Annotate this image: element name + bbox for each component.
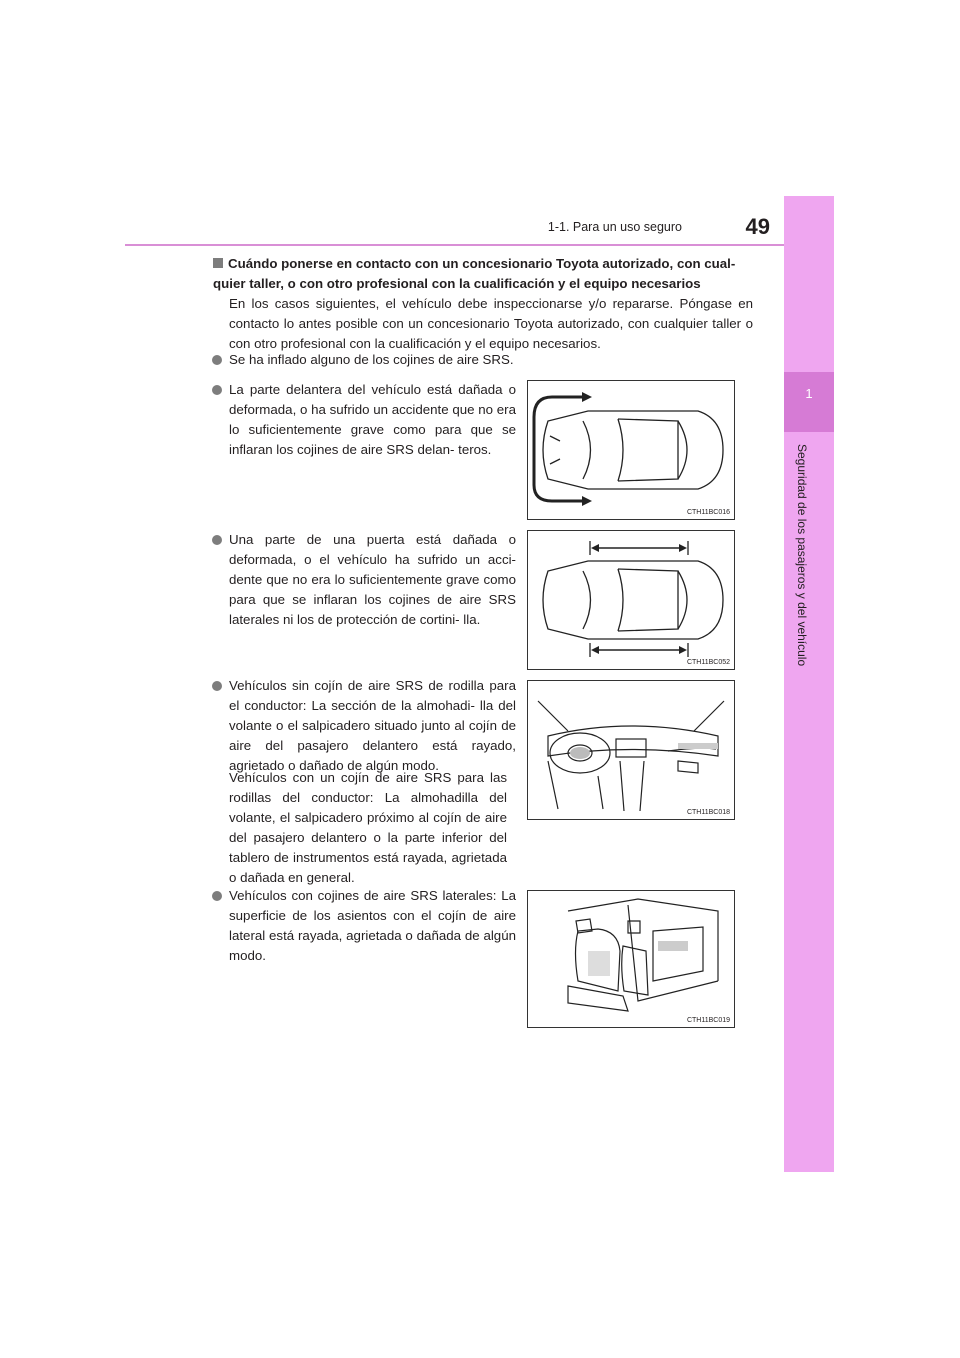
page-number: 49	[745, 214, 770, 239]
section-heading	[213, 254, 753, 294]
list-item	[229, 350, 753, 370]
list-item-continuation: Vehículos con un cojín de aire SRS para las rodillas del conductor: La almohadilla del volante, el salpicadero próximo al cojín de aire del pasajero delantero o la parte inferior del tablero de instrumentos está rayada, agrietada o dañada en general.	[229, 770, 507, 885]
list-item	[229, 380, 516, 460]
list-item-text: Vehículos con cojines de aire SRS laterales: La superficie de los asientos con el cojín de aire lateral está rayada, agrietada o dañada de algún modo.	[229, 888, 516, 963]
seat-illustration	[528, 891, 734, 1027]
list-item	[229, 676, 516, 776]
list-item-text: La parte delantera del vehículo está dañada o deformada, o ha sufrido un accidente que no era lo suficientemente grave como para que se inflaran los cojines de aire SRS delan- teros.	[229, 382, 516, 457]
chapter-number: 1	[805, 386, 813, 401]
bullet-icon	[212, 681, 222, 691]
dashboard-illustration	[528, 681, 734, 819]
car-top-view-illustration	[528, 381, 734, 519]
figure-seats	[527, 890, 735, 1028]
list-item-text: Vehículos sin cojín de aire SRS de rodilla para el conductor: La sección de la almohadi- lla del volante o el salpicadero situado junto al cojín de aire del pasajero delantero está rayado, agrietado o dañado de algún modo.	[229, 678, 516, 773]
figure-code: CTH11BC018	[686, 809, 730, 816]
bullet-icon	[212, 891, 222, 901]
chapter-tab	[784, 196, 834, 1172]
list-item-text: Una parte de una puerta está dañada o deformada, o el vehículo ha sufrido un acci- dente que no era lo suficientemente grave como para que se inflaran los cojines de aire SRS laterales ni los de protección de cortini- lla.	[229, 532, 516, 627]
header-rule	[125, 244, 790, 246]
figure-dashboard	[527, 680, 735, 820]
bullet-icon	[212, 355, 222, 365]
figure-code: CTH11BC052	[686, 659, 730, 666]
section-title: 1-1. Para un uso seguro	[547, 220, 682, 234]
figure-side-damage	[527, 530, 735, 670]
bullet-icon	[212, 535, 222, 545]
square-bullet-icon	[213, 258, 223, 268]
figure-front-damage	[527, 380, 735, 520]
list-item-text: Se ha inflado alguno de los cojines de aire SRS.	[229, 352, 514, 367]
section-heading-text: Cuándo ponerse en contacto con un concesionario Toyota autorizado, con cual- quier taller, o con otro profesional con la cualificación y el equipo necesarios	[213, 256, 736, 291]
figure-code: CTH11BC016	[686, 509, 730, 516]
chapter-title: Seguridad de los pasajeros y del vehículo	[795, 444, 809, 667]
intro-paragraph: En los casos siguientes, el vehículo debe inspeccionarse y/o repararse. Póngase en contacto lo antes posible con un concesionario Toyota autorizado, con cualquier taller o con otro profesional con la cualificación y el equipo necesarios.	[229, 296, 753, 351]
list-item	[229, 530, 516, 630]
figure-code: CTH11BC019	[686, 1017, 730, 1024]
list-item	[229, 886, 516, 966]
car-top-view-side-illustration	[528, 531, 734, 669]
bullet-icon	[212, 385, 222, 395]
chapter-number-box	[784, 372, 834, 432]
